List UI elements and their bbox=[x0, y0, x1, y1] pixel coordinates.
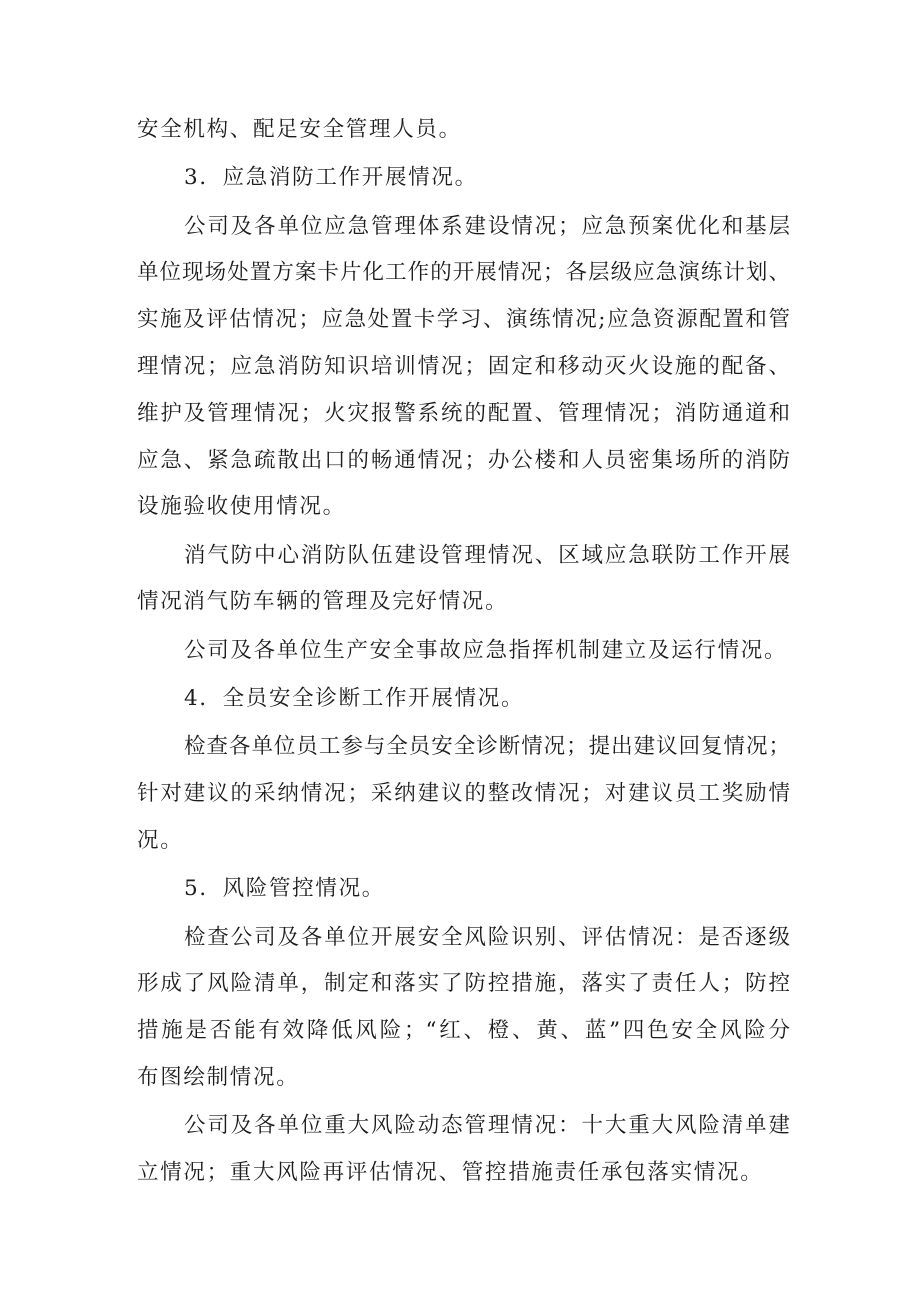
text-line: 公司及各单位应急管理体系建设情况；应急预案优化和基层 bbox=[184, 213, 790, 239]
section-heading-5 bbox=[137, 866, 790, 913]
paragraph-emergency-system bbox=[137, 204, 790, 532]
paragraph-command-mechanism bbox=[137, 628, 790, 675]
text-line: 立情况；重大风险再评估情况、管控措施责任承包落实情况。 bbox=[137, 1160, 764, 1186]
text-line: 消气防中心消防队伍建设管理情况、区域应急联防工作开展 bbox=[184, 542, 790, 568]
section-heading-3 bbox=[137, 155, 790, 202]
document-page bbox=[137, 107, 790, 1198]
section-heading-text: 4．全员安全诊断工作开展情况。 bbox=[184, 686, 525, 712]
text-line: 设施验收使用情况。 bbox=[137, 494, 346, 520]
text-line: 况。 bbox=[137, 827, 184, 853]
text-line: 安全机构、配足安全管理人员。 bbox=[137, 117, 462, 142]
paragraph-fire-brigade bbox=[137, 533, 790, 627]
text-line: 形成了风险清单，制定和落实了防控措施，落实了责任人；防控 bbox=[137, 971, 790, 997]
paragraph-safety-diagnosis bbox=[137, 724, 790, 864]
text-line: 维护及管理情况；火灾报警系统的配置、管理情况；消防通道和 bbox=[137, 400, 790, 426]
text-line: 公司及各单位生产安全事故应急指挥机制建立及运行情况。 bbox=[184, 637, 788, 663]
text-line: 情况消气防车辆的管理及完好情况。 bbox=[137, 589, 509, 615]
section-heading-text: 3．应急消防工作开展情况。 bbox=[184, 165, 478, 191]
text-line: 检查各单位员工参与全员安全诊断情况；提出建议回复情况； bbox=[184, 734, 790, 760]
paragraph-major-risk bbox=[137, 1103, 790, 1197]
text-line: 针对建议的采纳情况；采纳建议的整改情况；对建议员工奖励情 bbox=[137, 781, 790, 807]
paragraph-risk-identification bbox=[137, 915, 790, 1102]
text-line: 检查公司及各单位开展安全风险识别、评估情况：是否逐级 bbox=[184, 924, 790, 950]
text-line: 单位现场处置方案卡片化工作的开展情况；各层级应急演练计划、 bbox=[137, 260, 790, 286]
text-line: 实施及评估情况；应急处置卡学习、演练情况;应急资源配置和管 bbox=[137, 307, 790, 333]
text-line: 布图绘制情况。 bbox=[137, 1064, 300, 1090]
text-line: 措施是否能有效降低风险；“红、橙、黄、蓝”四色安全风险分 bbox=[137, 1018, 790, 1044]
text-line: 应急、紧急疏散出口的畅通情况；办公楼和人员密集场所的消防 bbox=[137, 447, 790, 473]
section-heading-text: 5．风险管控情况。 bbox=[184, 876, 385, 902]
text-line: 公司及各单位重大风险动态管理情况：十大重大风险清单建 bbox=[184, 1113, 790, 1139]
paragraph-continuation bbox=[137, 107, 790, 154]
section-heading-4 bbox=[137, 676, 790, 723]
text-line: 理情况；应急消防知识培训情况；固定和移动灭火设施的配备、 bbox=[137, 353, 790, 379]
